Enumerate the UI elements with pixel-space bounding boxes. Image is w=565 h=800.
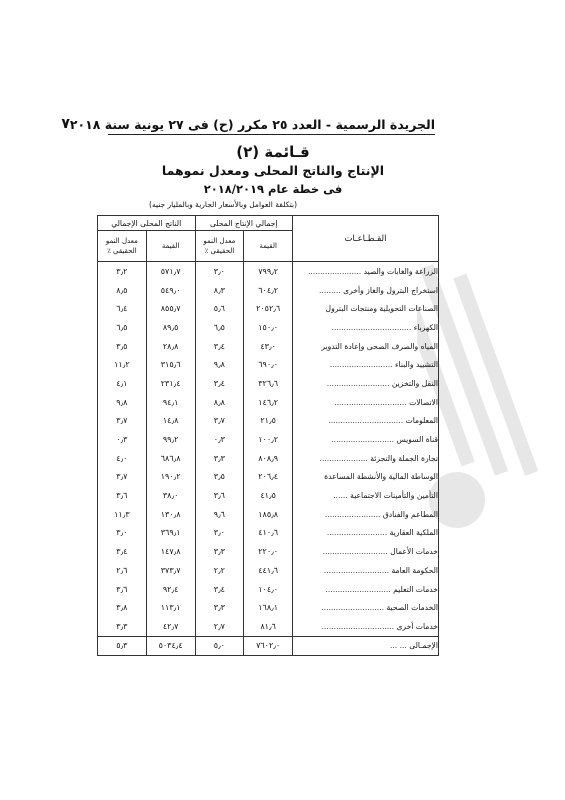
- table-row: [98, 617, 439, 636]
- gross-growth-cell: ٣٫٦: [195, 486, 244, 505]
- gross-value-cell: ٢٠٦٫٤: [244, 468, 293, 487]
- sector-name: الصناعات التحويلية ومنتجات البترول: [325, 304, 438, 314]
- table-row: [98, 486, 439, 505]
- leader-dots: ..............................: [321, 621, 395, 631]
- leader-dots: ..........................: [331, 435, 395, 445]
- sector-name-cell: [293, 337, 439, 356]
- gdp-growth-cell: ٨٫٥: [98, 281, 147, 300]
- gross-value-cell: ٧٩٩٫٢: [244, 262, 293, 281]
- gross-growth-cell: ٢٫٧: [195, 617, 244, 636]
- sector-name: الكهرباء: [413, 322, 438, 332]
- sector-name: خدمات أخرى: [396, 621, 438, 631]
- sector-name: خدمات التعليم: [393, 584, 438, 594]
- gross-value-cell: ٦٠٤٫٢: [244, 281, 293, 300]
- sector-name: قناة السويس: [396, 435, 438, 445]
- sector-name-cell: [293, 355, 439, 374]
- gdp-value-cell: ٢٣١٫٤: [146, 374, 195, 393]
- sector-name: استخراج البترول والغاز وأخرى: [343, 285, 438, 295]
- leader-dots: ...........................: [322, 547, 388, 557]
- sector-name-cell: [293, 505, 439, 524]
- sector-name: الوساطة المالية والأنشطة المساعدة: [324, 472, 438, 482]
- gdp-value-cell: ١٣٠٫٨: [146, 505, 195, 524]
- gdp-value-cell: ٥٤٩٫٠: [146, 281, 195, 300]
- sector-name-cell: [293, 561, 439, 580]
- sector-name-cell: [293, 542, 439, 561]
- sector-name-cell: [293, 262, 439, 281]
- leader-dots: .......................: [324, 509, 381, 519]
- sector-name-cell: [293, 412, 439, 431]
- gdp-growth-cell: ٣٫٣: [98, 617, 147, 636]
- sector-table: [97, 215, 439, 656]
- sector-name: الزراعة والغابات والصيد: [363, 266, 438, 276]
- gross-growth-cell: ٣٫٠: [195, 262, 244, 281]
- gross-value-cell: ١٠٠٫٢: [244, 430, 293, 449]
- gross-growth-cell: ٣٫٤: [195, 337, 244, 356]
- gdp-value-cell: ٩٤٫١: [146, 393, 195, 412]
- sector-name: الخدمات الصحية: [386, 603, 438, 613]
- gdp-growth-cell: ٣٫٠: [98, 524, 147, 543]
- sector-name: الاتصالات: [409, 397, 438, 407]
- sector-name: خدمات الأعمال: [390, 547, 438, 557]
- gdp-value-cell: ١٤٫٨: [146, 412, 195, 431]
- gazette-header: [61, 110, 435, 135]
- growth-label-line2: الحقيقى ٪: [204, 247, 235, 255]
- gdp-value-cell: ٤٢٫٧: [146, 617, 195, 636]
- table-row: [98, 355, 439, 374]
- units-note: (بتكلفة العوامل وبالأسعار الجارية وبالمليار جنيه): [149, 200, 297, 209]
- gross-value-cell: ٨١٫٦: [244, 617, 293, 636]
- gdp-value-cell: ٨٩٫٥: [146, 318, 195, 337]
- sector-name: المياه والصرف الصحى وإعادة التدوير: [321, 341, 438, 351]
- gdp-value-cell: ٣١٥٫٦: [146, 355, 195, 374]
- table-row: [98, 468, 439, 487]
- gross-value-cell: ٦٩٠٫٠: [244, 355, 293, 374]
- sector-name-cell: [293, 430, 439, 449]
- sector-name: تجارة الجملة والتجزئة: [370, 453, 438, 463]
- gross-production-header: إجمالي الإنتاج المحلى: [195, 216, 293, 231]
- gdp-growth-cell: ٦٫٤: [98, 299, 147, 318]
- table-row: [98, 374, 439, 393]
- sector-name-cell: [293, 449, 439, 468]
- total-gdp-growth: ٥٫٣: [98, 636, 147, 655]
- leader-dots: ......: [333, 491, 348, 501]
- table-row: [98, 318, 439, 337]
- table-row: [98, 505, 439, 524]
- gdp-growth-cell: ٣٫٢: [98, 262, 147, 281]
- table-row: [98, 281, 439, 300]
- sector-name-cell: [293, 580, 439, 599]
- sector-name-cell: [293, 486, 439, 505]
- gross-value-cell: ٤١٫٥: [244, 486, 293, 505]
- leader-dots: ..............................: [334, 397, 407, 407]
- sector-name-cell: [293, 598, 439, 617]
- total-gross-value: ٧٦٠٢٫٠: [244, 636, 293, 655]
- table-row: [98, 561, 439, 580]
- gross-growth-cell: ٨٫٣: [195, 281, 244, 300]
- leader-dots: .................................: [331, 322, 412, 332]
- list-subtitle: الإنتاج والناتج المحلى ومعدل نموهما: [161, 163, 385, 178]
- gross-growth-cell: ٩٫٨: [195, 355, 244, 374]
- gdp-value-cell: ٦٨٦٫٨: [146, 449, 195, 468]
- gdp-value-cell: ١٤٧٫٨: [146, 542, 195, 561]
- table-row: [98, 449, 439, 468]
- gdp-value-cell: ٩٩٫٢: [146, 430, 195, 449]
- gdp-value-cell: ٣٧٣٫٧: [146, 561, 195, 580]
- page-number: ٧: [61, 116, 70, 132]
- table-row: [98, 262, 439, 281]
- sector-name-cell: [293, 318, 439, 337]
- gdp-growth-cell: ٢٫٦: [98, 561, 147, 580]
- sector-name: المطاعم والفنادق: [382, 509, 438, 519]
- growth-label-line1: معدل النمو: [203, 237, 236, 245]
- leader-dots: ..........................: [326, 378, 390, 388]
- total-label: [293, 636, 439, 655]
- leader-dots: ...........................: [325, 584, 391, 594]
- sector-name-cell: [293, 281, 439, 300]
- gdp-growth-cell: ٣٫٦: [98, 486, 147, 505]
- table-row: [98, 542, 439, 561]
- gross-value-cell: ٢٢٠٫٠: [244, 542, 293, 561]
- table-row: [98, 580, 439, 599]
- gazette-title: الجريدة الرسمية - العدد ٢٥ مكرر (ح) فى ٢٧ يونية سنة ٢٠١٨: [69, 117, 435, 132]
- gross-growth-cell: ٣٫٣: [195, 598, 244, 617]
- table-row: [98, 393, 439, 412]
- gross-value-cell: ٤٤١٫٦: [244, 561, 293, 580]
- sector-name-cell: [293, 299, 439, 318]
- sector-name-cell: [293, 468, 439, 487]
- plan-year: فى خطة عام ٢٠١٨/٢٠١٩: [203, 182, 343, 196]
- gross-value-cell: ٤٣٫٠: [244, 337, 293, 356]
- growth-label-line2: الحقيقى ٪: [107, 247, 137, 255]
- table-row: [98, 598, 439, 617]
- sector-column-header: القـطـاعـات: [293, 216, 439, 262]
- sector-name-cell: [293, 524, 439, 543]
- gdp-growth-header: [98, 231, 147, 262]
- gdp-value-cell: ٣٦٩٫١: [146, 524, 195, 543]
- gross-growth-cell: ٦٫٥: [195, 318, 244, 337]
- leader-dots: ..........................: [321, 603, 385, 613]
- gdp-growth-cell: ١١٫٣: [98, 505, 147, 524]
- gdp-growth-cell: ٠٫٣: [98, 430, 147, 449]
- table-row: [98, 524, 439, 543]
- gross-growth-header: [195, 231, 244, 262]
- gross-growth-cell: ٢٫٢: [195, 561, 244, 580]
- gross-value-cell: ١٦٨٫١: [244, 598, 293, 617]
- leader-dots: ... ...: [389, 641, 407, 651]
- growth-label-line1: معدل النمو: [105, 237, 138, 245]
- gdp-value-cell: ٢٨٫٨: [146, 337, 195, 356]
- gross-growth-cell: ٣٫٣: [195, 449, 244, 468]
- gross-growth-cell: ٥٫٦: [195, 299, 244, 318]
- gross-growth-cell: ٨٫٨: [195, 393, 244, 412]
- gdp-value-cell: ٨٥٥٫٧: [146, 299, 195, 318]
- gdp-growth-cell: ٤٫٠: [98, 449, 147, 468]
- sector-name: المعلومات: [405, 416, 438, 426]
- table-row: [98, 299, 439, 318]
- sector-name: التشييد والبناء: [394, 360, 438, 370]
- leader-dots: ..........................: [329, 360, 393, 370]
- gross-growth-cell: ٩٫٦: [195, 505, 244, 524]
- gross-growth-cell: ٣٫٧: [195, 412, 244, 431]
- gdp-growth-cell: ٦٫٥: [98, 318, 147, 337]
- gdp-value-header: القيمة: [146, 231, 195, 262]
- gross-value-cell: ٢١٫٥: [244, 412, 293, 431]
- gross-value-cell: ١٥٠٫٠: [244, 318, 293, 337]
- gdp-value-cell: ٣٨٫٠: [146, 486, 195, 505]
- gdp-value-cell: ٩٢٫٤: [146, 580, 195, 599]
- gdp-growth-cell: ٣٫٤: [98, 542, 147, 561]
- gdp-growth-cell: ٣٫٨: [98, 598, 147, 617]
- leader-dots: .........................: [326, 528, 388, 538]
- table-row: [98, 430, 439, 449]
- gross-growth-cell: ٣٫٥: [195, 468, 244, 487]
- list-title: قـائمة (٢): [236, 143, 310, 161]
- gdp-header: الناتج المحلى الإجمالي: [98, 216, 196, 231]
- gdp-value-cell: ١١٣٫١: [146, 598, 195, 617]
- gdp-growth-cell: ٤٫١: [98, 374, 147, 393]
- total-gdp-value: ٥٠٣٤٫٤: [146, 636, 195, 655]
- sector-name-cell: [293, 617, 439, 636]
- gdp-growth-cell: ٣٫٧: [98, 412, 147, 431]
- sector-name: التأمين والتأمينات الاجتماعية: [350, 491, 438, 501]
- sector-name: النقل والتخزين: [391, 378, 438, 388]
- total-gross-growth: ٥٫٠: [195, 636, 244, 655]
- gdp-growth-cell: ٩٫٨: [98, 393, 147, 412]
- gross-value-cell: ١٤٦٫٢: [244, 393, 293, 412]
- gross-value-cell: ١٨٥٫٨: [244, 505, 293, 524]
- sector-name: الحكومة العامة: [391, 565, 438, 575]
- gross-growth-cell: ٣٫٤: [195, 580, 244, 599]
- gross-value-cell: ١٠٤٫٠: [244, 580, 293, 599]
- gross-value-cell: ٤١٠٫٦: [244, 524, 293, 543]
- leader-dots: ....................: [319, 453, 368, 463]
- gross-value-cell: ٨٠٨٫٩: [244, 449, 293, 468]
- gross-growth-cell: ٠٫٣: [195, 430, 244, 449]
- gross-growth-cell: ٣٫٤: [195, 374, 244, 393]
- gdp-growth-cell: ١١٫٢: [98, 355, 147, 374]
- gdp-value-cell: ١٩٠٫٢: [146, 468, 195, 487]
- gdp-growth-cell: ٣٫٥: [98, 337, 147, 356]
- leader-dots: ......................: [308, 266, 362, 276]
- sector-name: الملكية العقارية: [389, 528, 438, 538]
- gross-growth-cell: ٣٫٣: [195, 542, 244, 561]
- leader-dots: ...........................: [323, 565, 390, 575]
- gross-value-cell: ٢٠٥٢٫٦: [244, 299, 293, 318]
- total-sector-name: الإجمـالى: [409, 641, 438, 651]
- leader-dots: .........: [319, 285, 341, 295]
- sector-name-cell: [293, 374, 439, 393]
- gdp-growth-cell: ٣٫٧: [98, 468, 147, 487]
- table-row: [98, 337, 439, 356]
- total-row: [98, 636, 439, 655]
- gross-value-cell: ٣٢٦٫٦: [244, 374, 293, 393]
- table-row: [98, 412, 439, 431]
- gdp-growth-cell: ٣٫٦: [98, 580, 147, 599]
- gdp-value-cell: ٥٧١٫٧: [146, 262, 195, 281]
- leader-dots: ...............................: [328, 416, 404, 426]
- gross-growth-cell: ٣٫٠: [195, 524, 244, 543]
- sector-name-cell: [293, 393, 439, 412]
- gross-value-header: القيمة: [244, 231, 293, 262]
